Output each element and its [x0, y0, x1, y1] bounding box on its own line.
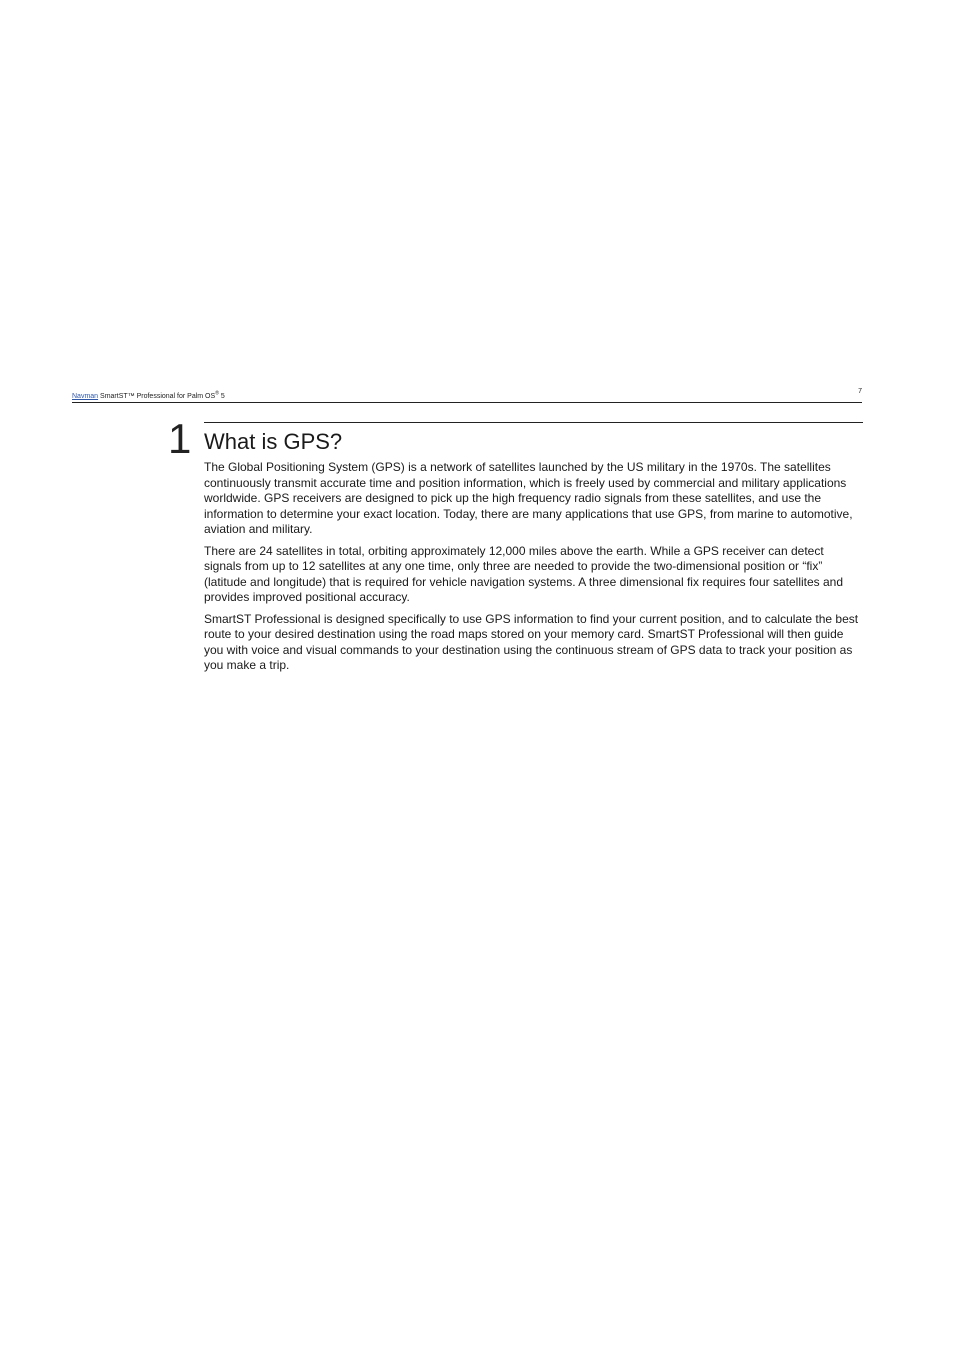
- header-title: [72, 392, 225, 401]
- chapter-title: What is GPS?: [204, 429, 343, 454]
- header-version: 5: [218, 393, 225, 400]
- registered-mark: ®: [215, 390, 219, 397]
- body-text: [204, 460, 864, 680]
- paragraph-smartst: SmartST Professional is designed specifically to use GPS information to find your current position, and to calculate the best route to your desired destination using the road maps stored on your memory card. SmartST Professional will then guide you with voice and visual commands to your destination using the continuous stream of GPS data to track your position as you make a trip.: [204, 611, 859, 672]
- chapter-number: 1: [168, 415, 192, 462]
- page-number: 7: [858, 388, 862, 395]
- brand-link[interactable]: Navman: [72, 393, 99, 400]
- paragraph-gps-overview: The Global Positioning System (GPS) is a network of satellites launched by the US military in the 1970s. The satellites continuously transmit accurate time and position information, which is freely used by commercial and military applications worldwide. GPS receivers are designed to pick up the high frequency radio signals from these satellites, and use the information to determine your exact location. Today, there are many applications that use GPS, from marine to automotive, aviation and military.: [204, 460, 853, 536]
- paragraph-satellites: There are 24 satellites in total, orbiting approximately 12,000 miles above the earth. While a GPS receiver can detect signals from up to 12 satellites at any one time, only three are needed to provide the two-dimensional position or “fix” (latitude and longitude) that is required for vehicle navigation systems. A three dimensional fix requires four satellites and provides improved positional accuracy.: [204, 543, 844, 604]
- chapter-rule: [204, 422, 863, 423]
- header-product: SmartST™ Professional for Palm OS: [100, 393, 216, 400]
- running-header: [72, 388, 862, 403]
